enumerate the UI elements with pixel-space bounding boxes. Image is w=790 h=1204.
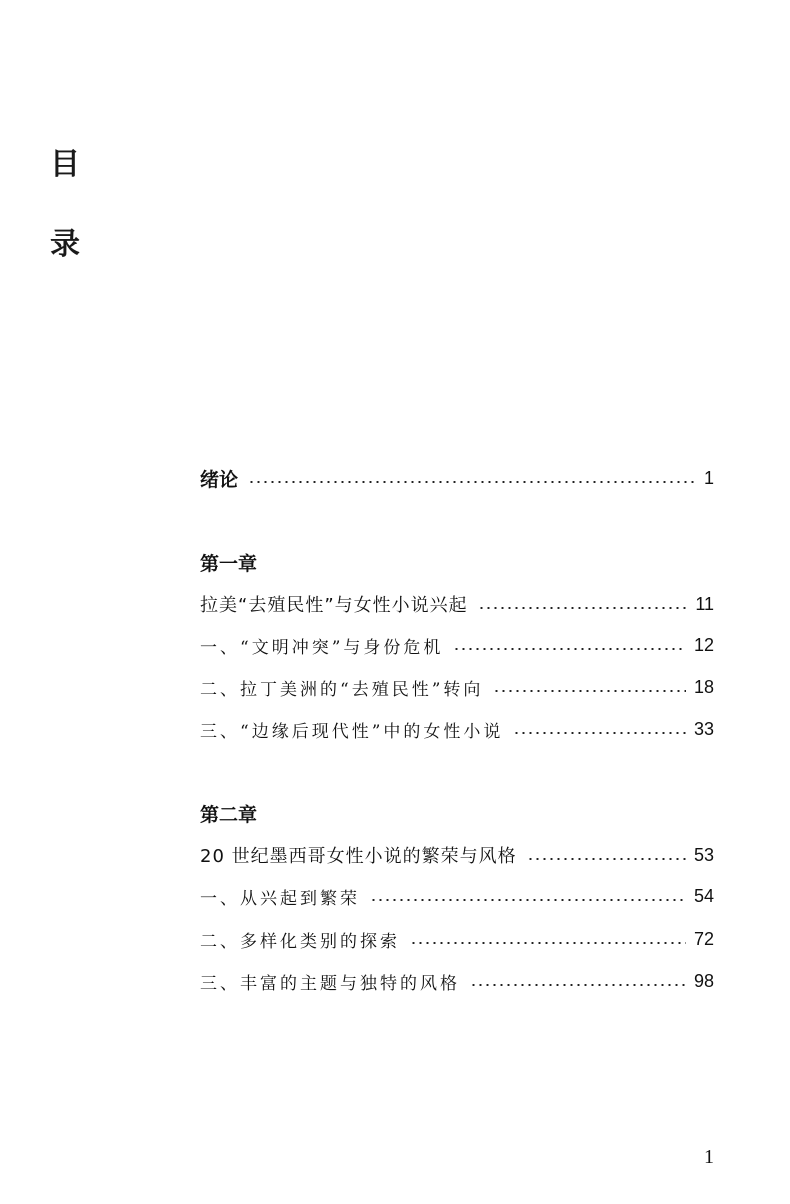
leader-dots [493, 690, 686, 692]
leader-dots [248, 481, 696, 483]
leader-dots [478, 607, 688, 609]
toc-entry-page: 98 [693, 970, 714, 991]
toc-entry-page: 18 [693, 676, 714, 697]
toc-entry-chapter-1-section-2[interactable] [200, 672, 714, 702]
toc-entry-label: 拉美“去殖民性”与女性小说兴起 [200, 595, 468, 616]
chapter-2-heading: 第二章 [200, 804, 258, 826]
toc-entry-page: 33 [693, 718, 714, 739]
toc-entry-label: 一、从兴起到繁荣 [200, 888, 360, 909]
toc-entry-page: 54 [693, 885, 714, 906]
leader-dots [453, 648, 686, 650]
leader-dots [370, 899, 686, 901]
toc-entry-chapter-2-section-1[interactable] [200, 881, 714, 911]
toc-entry-label: 一、“文明冲突”与身份危机 [200, 637, 444, 658]
toc-entry-page: 72 [693, 928, 714, 949]
toc-entry-label: 绪论 [200, 468, 239, 491]
toc-entry-page: 1 [703, 467, 714, 488]
leader-dots [513, 732, 686, 734]
page-title-char-2: 录 [50, 227, 80, 262]
toc-entry-chapter-2-title[interactable] [200, 840, 714, 870]
toc-entry-chapter-1-section-1[interactable] [200, 630, 714, 660]
leader-dots [410, 942, 686, 944]
page-title-char-1: 目 [50, 147, 80, 182]
toc-entry-label: 三、“边缘后现代性”中的女性小说 [200, 721, 504, 742]
toc-entry-chapter-2-section-2[interactable] [200, 924, 714, 954]
toc-entry-chapter-2-section-3[interactable] [200, 966, 714, 996]
toc-entry-page: 11 [695, 593, 714, 614]
leader-dots [527, 858, 686, 860]
toc-entry-chapter-1-section-3[interactable] [200, 714, 714, 744]
toc-entry-intro[interactable] [200, 463, 714, 493]
toc-entry-page: 12 [693, 634, 714, 655]
toc-entry-label: 二、拉丁美洲的“去殖民性”转向 [200, 679, 484, 700]
leader-dots [470, 984, 686, 986]
toc-entry-page: 53 [693, 844, 714, 865]
toc-entry-label: 二、多样化类别的探索 [200, 931, 400, 952]
chapter-1-heading: 第一章 [200, 553, 258, 575]
page-number: 1 [704, 1146, 714, 1168]
toc-entry-chapter-1-title[interactable] [200, 589, 714, 619]
toc-entry-label: 三、丰富的主题与独特的风格 [200, 973, 460, 994]
toc-entry-label: 20 世纪墨西哥女性小说的繁荣与风格 [200, 846, 517, 867]
